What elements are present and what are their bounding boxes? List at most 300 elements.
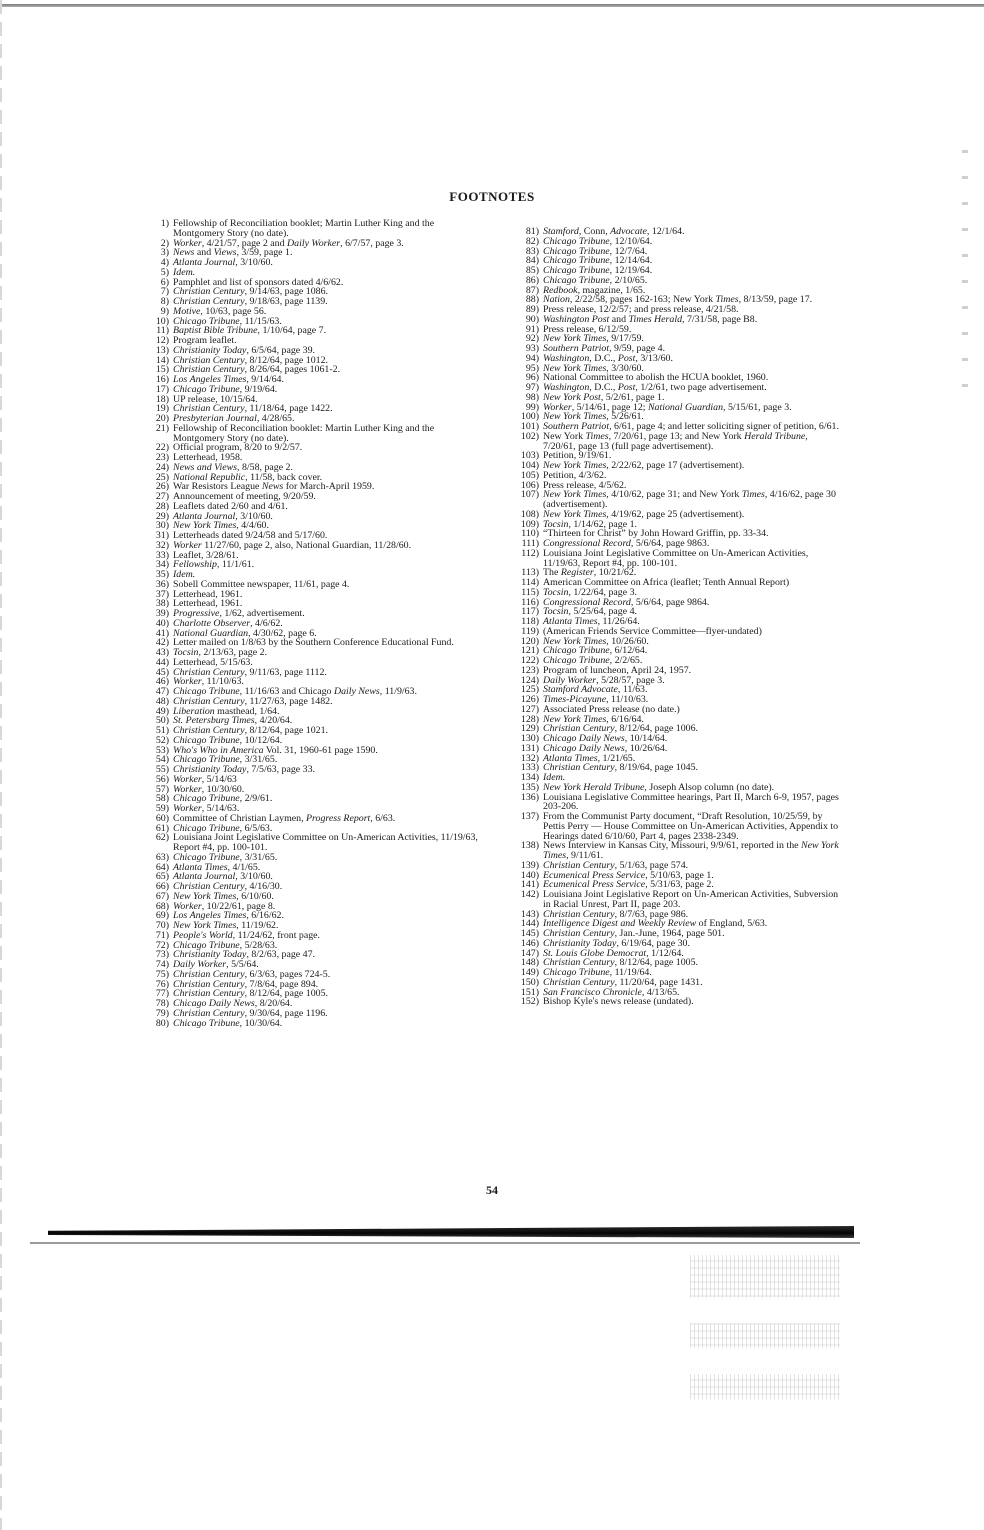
footnote-number: 69) — [155, 910, 169, 922]
footnote-item — [500, 812, 842, 841]
footnote-number: 136) — [520, 791, 539, 803]
footnote-number: 20) — [155, 413, 169, 424]
footnote-text: Atlanta Journal, 3/10/60. — [173, 257, 273, 268]
footnote-text: St. Louis Globe Democrat, 1/12/64. — [543, 947, 684, 959]
footnote-number: 50) — [155, 715, 169, 727]
footnote-text: Christianity Today, 8/2/63, page 47. — [173, 949, 316, 961]
footnote-number: 19) — [155, 403, 169, 415]
footnote-number: 130) — [520, 733, 539, 744]
footnote-number: 64) — [155, 861, 169, 873]
footnote-number: 63) — [155, 851, 169, 863]
footnote-number: 101) — [520, 421, 539, 432]
footnote-text: Christian Century, 8/12/64, page 1012. — [173, 354, 328, 366]
footnote-number: 135) — [520, 781, 539, 793]
footnote-number: 33) — [155, 549, 169, 561]
footnote-text: Atlanta Journal, 3/10/60. — [173, 510, 273, 522]
footnote-number: 18) — [155, 393, 169, 405]
footnote-text: News and Views, 3/59, page 1. — [173, 247, 293, 259]
footnote-text: Congressional Record, 5/6/64, page 9864. — [543, 596, 710, 608]
footnote-number: 131) — [520, 742, 539, 754]
footnote-number: 14) — [155, 354, 169, 366]
scan-right-marks — [962, 150, 968, 400]
footnote-text: Atlanta Times, 11/26/64. — [543, 616, 640, 627]
footnote-text: Christian Century, 7/8/64, page 894. — [173, 978, 319, 990]
footnote-number: 138) — [520, 840, 539, 852]
footnote-number: 117) — [521, 606, 539, 618]
footnote-number: 10) — [155, 315, 169, 327]
footnote-number: 126) — [520, 694, 539, 705]
footnote-number: 71) — [155, 929, 169, 941]
footnote-text: Chicago Tribune, 12/14/64. — [543, 255, 653, 267]
footnote-number: 76) — [155, 978, 169, 990]
footnote-number: 91) — [525, 323, 539, 335]
footnote-number: 70) — [155, 920, 169, 931]
footnote-text: Christian Century, 8/19/64, page 1045. — [543, 762, 698, 774]
footnote-text: Pamphlet and list of sponsors dated 4/6/62. — [173, 276, 344, 288]
footnote-text: Washington Post and Times Herald, 7/31/58, page B8. — [543, 313, 758, 325]
footnote-text: Official program, 8/20 to 9/2/57. — [173, 442, 303, 454]
footnote-number: 49) — [155, 705, 169, 717]
footnote-text: Tocsin, 2/13/63, page 2. — [173, 647, 268, 658]
footnote-text: Christianity Today, 6/5/64, page 39. — [173, 344, 316, 356]
footnote-number: 152) — [520, 996, 539, 1008]
footnote-number: 127) — [520, 703, 539, 715]
footnote-number: 67) — [155, 890, 169, 902]
footnote-number: 73) — [155, 949, 169, 961]
footnote-text: Los Angeles Times, 6/16/62. — [173, 910, 284, 922]
footnote-text: Fellowship, 11/1/61. — [173, 559, 255, 571]
footnote-number: 80) — [155, 1017, 169, 1029]
footnote-number: 141) — [520, 879, 539, 891]
footnote-number: 123) — [520, 664, 539, 676]
footnote-number: 151) — [520, 986, 539, 998]
footnote-number: 116) — [521, 596, 539, 608]
footnote-text: Chicago Daily News, 10/26/64. — [543, 742, 668, 754]
footnote-text: Fellowship of Reconciliation booklet: Martin Luther King and the Montgomery Story (no date). — [173, 422, 435, 444]
footnote-text: Liberation masthead, 1/64. — [173, 705, 280, 717]
footnote-number: 66) — [155, 881, 169, 892]
footnote-number: 121) — [520, 645, 539, 657]
footnote-text: Christian Century, 9/30/64, page 1196. — [173, 1007, 328, 1019]
footnote-number: 24) — [155, 461, 169, 473]
footnote-text: Christian Century, 9/11/63, page 1112. — [173, 666, 327, 678]
footnote-text: Chicago Daily News, 10/14/64. — [543, 733, 668, 744]
footnote-number: 53) — [155, 744, 169, 756]
footnote-text: Chicago Tribune, 3/31/65. — [173, 754, 278, 766]
footnote-number: 38) — [155, 598, 169, 610]
footnote-number: 55) — [155, 764, 169, 775]
footnote-number: 90) — [525, 313, 539, 325]
footnote-text: Washington, D.C., Post, 1/2/61, two page advertisement. — [543, 382, 767, 393]
footnote-text: New York Times, 2/22/62, page 17 (advertisement). — [543, 460, 745, 471]
footnote-number: 21) — [155, 422, 169, 434]
footnote-number: 61) — [155, 822, 169, 834]
footnote-number: 98) — [525, 391, 539, 403]
footnote-number: 15) — [155, 364, 169, 376]
footnote-text: National Guardian, 4/30/62, page 6. — [173, 627, 317, 639]
footnote-number: 22) — [155, 442, 169, 454]
footnote-number: 86) — [525, 274, 539, 286]
footnote-text: Chicago Tribune, 6/5/63. — [173, 822, 273, 834]
footnote-number: 29) — [155, 510, 169, 522]
footnote-item — [500, 997, 842, 1007]
footnote-number: 115) — [521, 586, 539, 598]
footnote-number: 31) — [155, 530, 169, 541]
footnote-text: Letterheads dated 9/24/58 and 5/17/60. — [173, 530, 328, 541]
footnote-number: 27) — [155, 491, 169, 502]
footnote-number: 84) — [525, 255, 539, 267]
footnote-number: 144) — [520, 918, 539, 930]
footnote-item — [130, 833, 478, 853]
footnote-number: 93) — [525, 343, 539, 354]
footnote-number: 137) — [520, 811, 539, 822]
footnote-text: Stamford Advocate, 11/63. — [543, 684, 648, 696]
footnote-number: 5) — [160, 266, 169, 278]
footnote-number: 54) — [155, 754, 169, 766]
footnote-text: Progressive, 1/62, advertisement. — [173, 608, 305, 619]
footnote-number: 56) — [155, 773, 169, 785]
footnote-number: 4) — [160, 257, 169, 268]
footnote-number: 142) — [520, 889, 539, 900]
footnote-text: New York Times, 3/30/60. — [543, 362, 644, 374]
footnote-number: 150) — [520, 976, 539, 988]
footnote-number: 110) — [521, 528, 539, 540]
footnote-text: News Interview in Kansas City, Missouri, 9/9/61, reported in the New York Times, 9/11/61. — [543, 840, 839, 861]
footnote-text: Leaflet, 3/28/61. — [173, 549, 239, 561]
footnote-item — [500, 490, 842, 510]
footnote-text: Daily Worker, 5/5/64. — [173, 959, 259, 970]
footnote-text: Redbook, magazine, 1/65. — [543, 284, 646, 296]
footnote-number: 102) — [520, 430, 539, 442]
footnote-text: Atlanta Journal, 3/10/60. — [173, 871, 273, 883]
footnote-number: 35) — [155, 569, 169, 580]
footnote-number: 105) — [520, 469, 539, 481]
footnote-text: Christian Century, 8/12/64, page 1021. — [173, 725, 328, 736]
footnote-item — [500, 549, 842, 569]
footnote-text: New York Times, 4/10/62, page 31; and New York Times, 4/16/62, page 30 (advertisement). — [543, 489, 836, 510]
footnote-text: Chicago Tribune, 12/10/64. — [543, 235, 653, 247]
footnote-text: “Thirteen for Christ” by John Howard Griffin, pp. 33-34. — [543, 528, 769, 540]
footnote-number: 75) — [155, 968, 169, 980]
footnote-text: St. Petersburg Times, 4/20/64. — [173, 715, 293, 727]
footnote-text: Letterhead, 1961. — [173, 588, 243, 600]
footnote-number: 12) — [155, 335, 169, 346]
footnote-number: 11) — [156, 325, 169, 337]
footnote-number: 118) — [521, 616, 539, 627]
footnote-text: Letterhead, 5/15/63. — [173, 656, 253, 668]
footnote-number: 74) — [155, 959, 169, 970]
footnote-text: Christian Century, 9/14/63, page 1086. — [173, 286, 328, 298]
footnote-text: Atlanta Times, 1/21/65. — [543, 752, 636, 764]
footnote-number: 51) — [155, 725, 169, 736]
footnote-number: 17) — [155, 383, 169, 395]
footnote-number: 139) — [520, 859, 539, 871]
footnote-text: Press release, 12/2/57; and press release, 4/21/58. — [543, 304, 739, 315]
footnote-text: Louisiana Joint Legislative Report on Un-American Activities, Subversion in Racial Unrest, Part II, page 203. — [543, 889, 839, 910]
footnote-text: New York Post, 5/2/61, page 1. — [543, 391, 665, 403]
footnote-number: 129) — [520, 723, 539, 735]
footnote-text: Program of luncheon, April 24, 1957. — [543, 664, 692, 676]
footnote-text: Petition, 4/3/62. — [543, 469, 607, 481]
footnote-text: San Francisco Chronicle, 4/13/65. — [543, 986, 680, 998]
footnote-number: 13) — [155, 344, 169, 356]
footnote-text: National Committee to abolish the HCUA booklet, 1960. — [543, 372, 769, 384]
footnote-text: Stamford, Conn, Advocate, 12/1/64. — [543, 226, 685, 237]
footnote-number: 125) — [520, 684, 539, 696]
footnote-number: 145) — [520, 928, 539, 939]
footnote-number: 146) — [520, 937, 539, 949]
footnote-text: Worker, 10/22/61, page 8. — [173, 900, 276, 912]
footnote-number: 41) — [155, 627, 169, 639]
footnote-text: Christian Century, 8/12/64, page 1005. — [543, 957, 698, 969]
footnote-item — [130, 219, 478, 239]
footnote-text: Worker, 5/14/61, page 12; National Guardian, 5/15/61, page 3. — [543, 401, 792, 413]
footnote-text: New York Times, 7/20/61, page 13; and New York Herald Tribune, 7/20/61, page 13 (full page advertisement). — [543, 430, 808, 452]
footnote-number: 148) — [520, 957, 539, 969]
footnote-text: Associated Press release (no date.) — [543, 703, 680, 715]
footnote-text: The Register, 10/21/62. — [543, 567, 637, 579]
footnote-text: Petition, 9/19/61. — [543, 450, 612, 462]
footnote-text: New York Times, 4/4/60. — [173, 520, 269, 532]
footnote-text: Christian Century, 11/20/64, page 1431. — [543, 976, 703, 988]
footnote-text: Letter mailed on 1/8/63 by the Southern Conference Educational Fund. — [173, 637, 454, 649]
footnote-number: 112) — [521, 547, 539, 559]
footnote-number: 39) — [155, 608, 169, 619]
footnote-number: 89) — [525, 304, 539, 315]
footnote-number: 16) — [155, 374, 169, 385]
footnote-text: Chicago Tribune, 9/19/64. — [173, 383, 278, 395]
footnote-text: UP release, 10/15/64. — [173, 393, 258, 405]
footnote-number: 23) — [155, 452, 169, 463]
footnote-text: Worker, 11/10/63. — [173, 676, 244, 688]
footnote-text: Christianity Today, 7/5/63, page 33. — [173, 764, 316, 775]
footnote-text: Announcement of meeting, 9/20/59. — [173, 491, 316, 502]
footnote-text: Congressional Record, 5/6/64, page 9863. — [543, 538, 710, 549]
footnote-text: News and Views, 8/58, page 2. — [173, 461, 293, 473]
footnote-number: 47) — [155, 686, 169, 697]
footnote-number: 95) — [525, 362, 539, 374]
scan-bottom-rule — [30, 1242, 860, 1244]
footnote-number: 79) — [155, 1007, 169, 1019]
footnote-text: Idem. — [543, 772, 566, 783]
footnote-text: Louisiana Joint Legislative Committee on Un-American Activities, 11/19/63, Report #4, pp. 100-101. — [173, 832, 478, 853]
footnote-text: Chicago Tribune, 12/7/64. — [543, 245, 648, 257]
footnote-number: 149) — [520, 967, 539, 978]
footnote-number: 8) — [160, 296, 169, 307]
footnote-text: Chicago Tribune, 6/12/64. — [543, 645, 648, 657]
footnote-text: Chicago Tribune, 10/30/64. — [173, 1017, 283, 1029]
footnote-number: 57) — [155, 783, 169, 795]
footnote-number: 88) — [525, 294, 539, 306]
footnote-text: Christian Century, 11/27/63, page 1482. — [173, 695, 333, 707]
footnote-number: 124) — [520, 674, 539, 686]
footnote-number: 140) — [520, 869, 539, 881]
footnote-text: Chicago Tribune, 2/2/65. — [543, 655, 643, 666]
footnote-number: 52) — [155, 734, 169, 746]
footnotes-right-column — [500, 227, 842, 1007]
footnote-text: Idem. — [173, 266, 196, 278]
footnote-text: Worker, 4/21/57, page 2 and Daily Worker, 6/7/57, page 3. — [173, 237, 404, 249]
footnote-text: New York Herald Tribune, Joseph Alsop column (no date). — [543, 781, 775, 793]
footnote-text: Christian Century, 8/12/64, page 1006. — [543, 723, 698, 735]
footnote-number: 60) — [155, 812, 169, 824]
footnote-text: Christian Century, 8/26/64, pages 1061-2. — [173, 364, 341, 376]
footnote-text: Leaflets dated 2/60 and 4/61. — [173, 500, 288, 512]
footnote-text: Washington, D.C., Post, 3/13/60. — [543, 352, 673, 364]
footnote-number: 25) — [155, 471, 169, 483]
footnote-number: 43) — [155, 647, 169, 658]
footnote-text: New York Times, 6/16/64. — [543, 713, 644, 725]
footnote-text: Who's Who in America Vol. 31, 1960-61 page 1590. — [173, 744, 378, 756]
footnote-number: 6) — [160, 276, 169, 288]
footnote-number: 100) — [520, 411, 539, 423]
footnote-number: 72) — [155, 939, 169, 951]
footnote-text: Chicago Tribune, 2/9/61. — [173, 793, 273, 805]
footnote-text: Letterhead, 1958. — [173, 452, 243, 463]
footnote-text: Worker, 5/14/63 — [173, 773, 237, 785]
footnote-number: 42) — [155, 637, 169, 649]
footnote-number: 128) — [520, 713, 539, 725]
footnote-text: New York Times, 11/19/62. — [173, 920, 279, 931]
footnote-number: 114) — [521, 577, 539, 588]
footnote-text: Chicago Tribune, 11/16/63 and Chicago Daily News, 11/9/63. — [173, 686, 417, 697]
scan-bottom-bar — [48, 1226, 854, 1238]
footnote-number: 83) — [525, 245, 539, 257]
footnote-number: 81) — [525, 226, 539, 237]
footnote-number: 36) — [155, 578, 169, 590]
footnote-item — [500, 890, 842, 910]
footnote-number: 104) — [520, 460, 539, 471]
footnote-text: New York Times, 10/26/60. — [543, 635, 649, 647]
footnote-number: 30) — [155, 520, 169, 532]
footnote-number: 87) — [525, 284, 539, 296]
page-number: 54 — [486, 1183, 498, 1197]
footnote-text: Ecumenical Press Service, 5/10/63, page 1. — [543, 869, 714, 881]
footnote-text: Chicago Tribune, 5/28/63. — [173, 939, 278, 951]
footnote-text: Tocsin, 5/25/64, page 4. — [543, 606, 638, 618]
footnote-number: 82) — [525, 235, 539, 247]
footnote-number: 106) — [520, 479, 539, 491]
footnote-text: Presbyterian Journal, 4/28/65. — [173, 413, 295, 424]
footnote-number: 92) — [525, 333, 539, 345]
footnote-text: Christian Century, Jan.-June, 1964, page 501. — [543, 928, 725, 939]
footnote-number: 28) — [155, 500, 169, 512]
footnote-text: Worker, 5/14/63. — [173, 803, 240, 814]
page-title: FOOTNOTES — [449, 189, 535, 204]
footnote-number: 85) — [525, 265, 539, 276]
footnote-text: Tocsin, 1/22/64, page 3. — [543, 586, 638, 598]
footnote-text: Times-Picayune, 11/10/63. — [543, 694, 649, 705]
footnote-text: Idem. — [173, 569, 196, 580]
footnote-text: Chicago Tribune, 12/19/64. — [543, 265, 653, 276]
footnote-number: 109) — [520, 518, 539, 530]
footnote-number: 32) — [155, 539, 169, 551]
footnote-number: 119) — [521, 625, 539, 637]
footnote-text: Christian Century, 8/7/63, page 986. — [543, 908, 689, 920]
footnote-item — [130, 1019, 478, 1029]
footnote-number: 3) — [160, 247, 169, 259]
footnote-number: 97) — [525, 382, 539, 393]
footnote-text: Intelligence Digest and Weekly Review of England, 5/63. — [543, 918, 768, 930]
footnote-text: New York Times, 6/10/60. — [173, 890, 274, 902]
footnote-number: 62) — [155, 832, 169, 844]
footnote-number: 58) — [155, 793, 169, 805]
footnote-text: Press release, 6/12/59. — [543, 323, 632, 335]
footnote-text: Chicago Tribune, 3/31/65. — [173, 851, 278, 863]
footnote-text: Fellowship of Reconciliation booklet; Martin Luther King and the Montgomery Story (no date). — [173, 218, 435, 239]
footnote-item — [130, 424, 478, 444]
footnote-item — [500, 793, 842, 813]
footnote-text: Chicago Daily News, 8/20/64. — [173, 998, 293, 1009]
footnote-number: 133) — [520, 762, 539, 774]
footnote-text: Nation, 2/22/58, pages 162-163; New York Times, 8/13/59, page 17. — [543, 294, 813, 306]
footnote-number: 99) — [525, 401, 539, 413]
footnote-text: War Resistors League News for March-April 1959. — [173, 481, 375, 493]
footnote-number: 45) — [155, 666, 169, 678]
footnote-text: Southern Patriot, 6/61, page 4; and letter soliciting signer of petition, 6/61. — [543, 421, 839, 432]
footnote-text: Christian Century, 6/3/63, pages 724-5. — [173, 968, 331, 980]
footnote-number: 65) — [155, 871, 169, 883]
footnote-text: (American Friends Service Committee—flyer-undated) — [543, 625, 762, 637]
footnote-number: 44) — [155, 656, 169, 668]
footnote-number: 120) — [520, 635, 539, 647]
footnote-text: Worker, 10/30/60. — [173, 783, 245, 795]
footnote-item — [500, 841, 842, 861]
footnote-text: Bishop Kyle's news release (undated). — [543, 996, 694, 1008]
footnote-number: 7) — [160, 286, 169, 298]
footnote-number: 107) — [520, 489, 539, 501]
footnote-text: Baptist Bible Tribune, 1/10/64, page 7. — [173, 325, 327, 337]
footnote-number: 34) — [155, 559, 169, 571]
footnote-text: Christianity Today, 6/19/64, page 30. — [543, 937, 690, 949]
footnote-number: 40) — [155, 617, 169, 629]
footnote-text: Tocsin, 1/14/62, page 1. — [543, 518, 638, 530]
footnote-item — [500, 432, 842, 452]
scan-left-edge — [0, 0, 2, 1530]
footnote-text: Chicago Tribune, 10/12/64. — [173, 734, 283, 746]
footnote-text: Chicago Tribune, 11/15/63. — [173, 315, 282, 327]
footnote-number: 1) — [160, 218, 169, 229]
footnote-text: National Republic, 11/58, back cover. — [173, 471, 323, 483]
footnote-number: 37) — [155, 588, 169, 600]
footnote-text: Chicago Tribune, 2/10/65. — [543, 274, 648, 286]
footnote-text: Sobell Committee newspaper, 11/61, page 4. — [173, 578, 350, 590]
footnote-text: Christian Century, 9/18/63, page 1139. — [173, 296, 328, 307]
footnote-number: 113) — [521, 567, 539, 579]
footnote-number: 96) — [525, 372, 539, 384]
footnote-number: 132) — [520, 752, 539, 764]
footnote-text: Program leaflet. — [173, 335, 237, 346]
footnote-text: Worker 11/27/60, page 2, also, National Guardian, 11/28/60. — [173, 539, 412, 551]
footnote-text: Louisiana Legislative Committee hearings, Part II, March 6-9, 1957, pages 203-206. — [543, 791, 839, 813]
footnote-text: Atlanta Times, 4/1/65. — [173, 861, 261, 873]
footnote-text: Daily Worker, 5/28/57, page 3. — [543, 674, 665, 686]
footnote-number: 147) — [520, 947, 539, 959]
footnote-number: 94) — [525, 352, 539, 364]
footnote-text: Christian Century, 11/18/64, page 1422. — [173, 403, 333, 415]
footnote-text: Ecumenical Press Service, 5/31/63, page 2. — [543, 879, 714, 891]
footnote-number: 68) — [155, 900, 169, 912]
footnote-text: Christian Century, 4/16/30. — [173, 881, 283, 892]
footnote-text: New York Times, 4/19/62, page 25 (advertisement). — [543, 508, 745, 520]
footnotes-left-column — [130, 219, 478, 1028]
footnote-text: Los Angeles Times, 9/14/64. — [173, 374, 284, 385]
footnote-number: 143) — [520, 908, 539, 920]
footnote-number: 26) — [155, 481, 169, 493]
footnote-number: 9) — [160, 305, 169, 317]
footnote-number: 108) — [520, 508, 539, 520]
footnote-number: 111) — [521, 538, 539, 549]
